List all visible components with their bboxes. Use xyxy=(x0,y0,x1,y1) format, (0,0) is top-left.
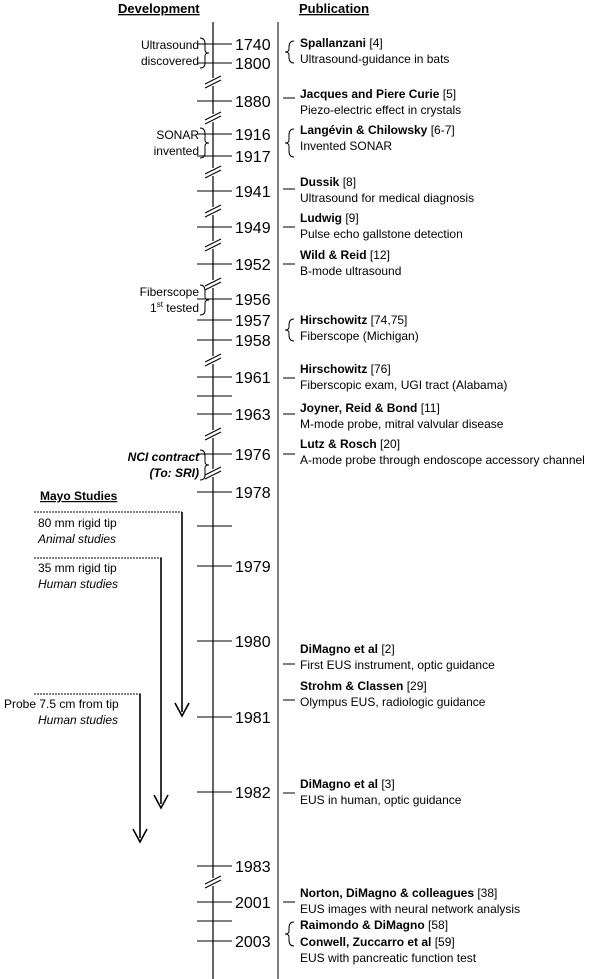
publication-title xyxy=(300,87,456,101)
year-label: 1957 xyxy=(235,313,271,330)
year-label: 1916 xyxy=(235,127,271,144)
publication-brackets xyxy=(283,41,295,946)
publication-author: DiMagno et al xyxy=(300,777,379,791)
publication-desc: Olympus EUS, radiologic guidance xyxy=(300,695,486,709)
pub-2003-desc: EUS with pancreatic function test xyxy=(300,951,477,965)
publication-ref: [8] xyxy=(339,175,357,189)
publication-ref: [5] xyxy=(439,87,457,101)
study3-line1: Probe 7.5 cm from tip xyxy=(4,697,119,711)
publication-author: Ludwig xyxy=(300,211,342,225)
year-label: 1976 xyxy=(235,447,271,464)
publication-desc: Ultrasound for medical diagnosis xyxy=(300,191,475,205)
year-label: 1880 xyxy=(235,94,271,111)
year-label: 1917 xyxy=(235,149,271,166)
publication-ref: [29] xyxy=(403,679,427,693)
year-label: 1979 xyxy=(235,559,271,576)
header-development: Development xyxy=(118,1,200,16)
publication-desc: Ultrasound-guidance in bats xyxy=(300,52,450,66)
publication-desc: Invented SONAR xyxy=(300,139,393,153)
publication-desc: Piezo-electric effect in crystals xyxy=(300,103,462,117)
publication-title xyxy=(300,175,356,189)
year-label: 1956 xyxy=(235,292,271,309)
publication-entry xyxy=(300,175,474,205)
dev-fiberscope-bracket xyxy=(200,285,209,315)
year-label: 1800 xyxy=(235,56,271,73)
publication-author: Norton, DiMagno & colleagues xyxy=(300,886,475,900)
dev-nci-line2: (To: SRI) xyxy=(149,466,199,480)
year-label: 1958 xyxy=(235,333,271,350)
mayo-studies-heading: Mayo Studies xyxy=(40,489,118,503)
publication-entry xyxy=(300,642,495,672)
publication-ref: [12] xyxy=(366,248,390,262)
publication-desc: M-mode probe, mitral valvular disease xyxy=(300,417,504,431)
publication-entry xyxy=(300,362,507,392)
year-label: 1740 xyxy=(235,37,271,54)
year-label: 1981 xyxy=(235,710,271,727)
year-label: 2001 xyxy=(235,895,271,912)
publication-author: Dussik xyxy=(300,175,340,189)
year-label: 1949 xyxy=(235,220,271,237)
publication-author: Lutz & Rosch xyxy=(300,437,377,451)
publication-title xyxy=(300,362,391,376)
publication-ref: [3] xyxy=(378,777,395,791)
publication-ref: [38] xyxy=(474,886,498,900)
dev-nci-line1: NCI contract xyxy=(127,450,199,464)
publication-ref: [11] xyxy=(417,401,440,415)
study2-line2: Human studies xyxy=(38,577,119,591)
study1-line1: 80 mm rigid tip xyxy=(38,516,117,530)
publication-author: DiMagno et al xyxy=(300,642,379,656)
year-label: 1961 xyxy=(235,370,271,387)
publication-title xyxy=(300,642,395,656)
publication-title xyxy=(300,123,455,137)
publication-title xyxy=(300,886,497,900)
publication-title xyxy=(300,211,359,225)
publication-entry xyxy=(300,313,419,343)
publication-entry xyxy=(300,401,504,431)
publication-title xyxy=(300,679,427,693)
year-label: 1983 xyxy=(235,859,271,876)
publication-desc: Pulse echo gallstone detection xyxy=(300,227,463,241)
year-label: 2003 xyxy=(235,934,271,951)
publication-ref: [74,75] xyxy=(367,313,408,327)
development-column xyxy=(4,38,209,842)
publication-author: Langévin & Chilowsky xyxy=(300,123,428,137)
study2-line1: 35 mm rigid tip xyxy=(38,561,117,575)
publication-desc: Fiberscope (Michigan) xyxy=(300,329,419,343)
dev-ultrasound-line2: discovered xyxy=(140,54,199,68)
publication-bracket xyxy=(285,922,294,946)
publication-author: Wild & Reid xyxy=(300,248,367,262)
publication-author: Jacques and Piere Curie xyxy=(300,87,440,101)
year-ticks xyxy=(197,44,232,941)
dev-sonar-line2: invented xyxy=(153,144,199,158)
header-publication: Publication xyxy=(299,1,370,16)
year-label: 1978 xyxy=(235,485,271,502)
publication-entry xyxy=(300,679,486,709)
publication-entry xyxy=(300,87,461,117)
year-labels xyxy=(235,37,271,951)
study3-line2: Human studies xyxy=(38,713,119,727)
publication-title xyxy=(300,248,390,262)
publication-desc: Fiberscopic exam, UGI tract (Alabama) xyxy=(300,378,508,392)
publication-desc: A-mode probe through endoscope accessory channel xyxy=(300,453,585,467)
publication-ref: [2] xyxy=(378,642,395,656)
publication-title xyxy=(300,437,400,451)
dev-sonar-line1: SONAR xyxy=(156,128,199,142)
publication-desc: B-mode ultrasound xyxy=(300,264,402,278)
year-label: 1941 xyxy=(235,184,271,201)
publication-entry xyxy=(300,123,455,153)
publication-ref: [20] xyxy=(376,437,401,451)
publication-desc: EUS in human, optic guidance xyxy=(300,793,462,807)
publication-entry xyxy=(300,777,462,807)
publication-author: Hirschowitz xyxy=(300,313,368,327)
publication-entry xyxy=(300,36,449,66)
year-label: 1952 xyxy=(235,257,271,274)
publication-author: Strohm & Classen xyxy=(300,679,404,693)
publication-title xyxy=(300,401,440,415)
publication-ref: [9] xyxy=(342,211,359,225)
publication-list xyxy=(300,36,585,916)
dev-fiberscope-line1: Fiberscope xyxy=(139,285,199,299)
publication-ref: [76] xyxy=(367,362,391,376)
publication-bracket xyxy=(285,129,294,157)
publication-author: Hirschowitz xyxy=(300,362,368,376)
dev-fiberscope-line2: 1st tested xyxy=(150,300,199,315)
study1-line2: Animal studies xyxy=(38,532,117,546)
publication-entry xyxy=(300,886,520,916)
year-label: 1982 xyxy=(235,785,271,802)
publication-desc: First EUS instrument, optic guidance xyxy=(300,658,495,672)
publication-author: Spallanzani xyxy=(300,36,367,50)
publication-ref: [6-7] xyxy=(427,123,455,137)
year-label: 1980 xyxy=(235,634,271,651)
pub-2003-line1: Raimondo & DiMagno [58] xyxy=(300,918,449,932)
publication-entry xyxy=(300,437,585,467)
publication-title xyxy=(300,313,407,327)
year-label: 1963 xyxy=(235,407,271,424)
publication-desc: EUS images with neural network analysis xyxy=(300,902,521,916)
publication-title xyxy=(300,777,395,791)
publication-entry xyxy=(300,248,401,278)
publication-author: Joyner, Reid & Bond xyxy=(300,401,418,415)
dev-ultrasound-line1: Ultrasound xyxy=(140,38,199,52)
publication-title xyxy=(300,36,383,50)
publication-2003 xyxy=(300,918,477,965)
publication-ref: [4] xyxy=(366,36,383,50)
pub-2003-line2: Conwell, Zuccarro et al [59] xyxy=(300,935,455,949)
publication-entry xyxy=(300,211,463,241)
publication-bracket xyxy=(285,41,294,63)
dev-sonar-bracket xyxy=(200,128,209,158)
publication-bracket xyxy=(285,319,294,341)
